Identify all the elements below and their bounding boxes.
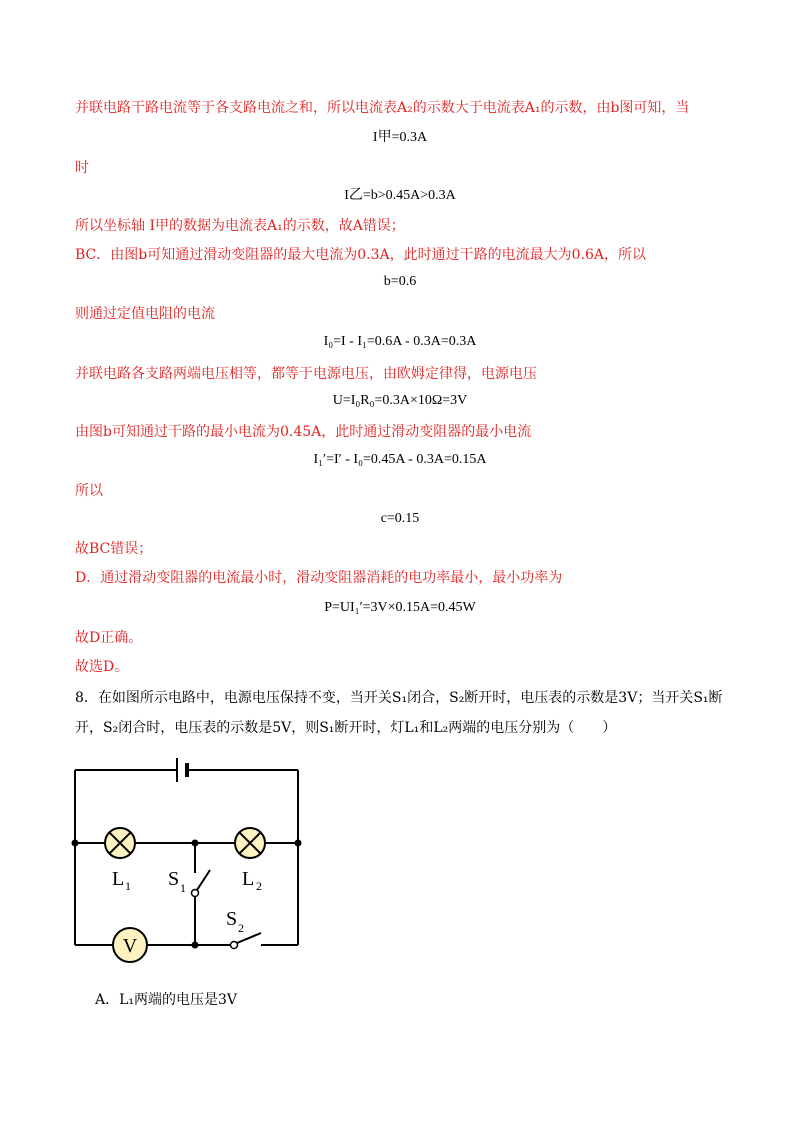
label-l1: L (112, 868, 125, 890)
voltmeter-label: V (122, 935, 138, 957)
switch-s2-icon (231, 933, 262, 949)
solution-line: 所以 (75, 483, 103, 499)
label-s2-sub: 2 (238, 921, 244, 935)
junction-dot (295, 840, 302, 847)
equation: P=UI₁′=3V×0.15A=0.45W (324, 600, 476, 615)
equation: U=I₀R₀=0.3A×10Ω=3V (332, 393, 468, 408)
junction-dot (72, 840, 79, 847)
solution-line: 并联电路干路电流等于各支路电流之和，所以电流表A₂的示数大于电流表A₁的示数，由b图可知，当 (75, 100, 690, 116)
label-s1-sub: 1 (180, 881, 186, 895)
junction-dot (192, 840, 199, 847)
voltmeter-icon (113, 928, 147, 962)
lamp-l1-icon (105, 828, 135, 858)
battery-icon (177, 758, 187, 782)
label-l2-sub: 2 (256, 879, 262, 893)
option-a: A．L₁两端的电压是3V (95, 992, 238, 1008)
solution-line: BC．由图b可知通过滑动变阻器的最大电流为0.3A，此时通过干路的电流最大为0.6A，所以 (75, 247, 646, 263)
solution-line: 故BC错误； (75, 541, 153, 557)
switch-s1-icon (192, 870, 211, 897)
solution-line: 由图b可知通过干路的最小电流为0.45A，此时通过滑动变阻器的最小电流 (75, 424, 532, 440)
circuit-diagram (70, 755, 310, 975)
solution-line: 故D正确。 (75, 630, 143, 646)
solution-line: D．通过滑动变阻器的电流最小时，滑动变阻器消耗的电功率最小，最小功率为 (75, 570, 563, 586)
label-s1: S (168, 868, 180, 890)
equation: b=0.6 (383, 274, 417, 289)
equation: I乙=b>0.45A>0.3A (344, 188, 456, 203)
question-text: 开，S₂闭合时，电压表的示数是5V，则S₁断开时，灯L₁和L₂两端的电压分别为（ ） (75, 720, 617, 736)
equation: I₁′=I′ - I₀=0.45A - 0.3A=0.15A (313, 452, 487, 467)
solution-line: 时 (75, 160, 89, 176)
solution-line: 所以坐标轴 I甲的数据为电流表A₁的示数，故A错误； (75, 218, 405, 234)
label-l1-sub: 1 (125, 879, 131, 893)
lamp-l2-icon (235, 828, 265, 858)
equation: c=0.15 (380, 511, 420, 526)
equation: I₀=I - I₁=0.6A - 0.3A=0.3A (323, 334, 477, 349)
junction-dot (192, 942, 199, 949)
solution-line: 并联电路各支路两端电压相等，都等于电源电压，由欧姆定律得，电源电压 (75, 366, 537, 382)
label-s2: S (226, 908, 238, 930)
equation: I甲=0.3A (372, 130, 428, 145)
solution-line: 则通过定值电阻的电流 (75, 306, 215, 322)
solution-line: 故选D。 (75, 659, 129, 675)
label-l2: L (242, 868, 255, 890)
question-text: 8．在如图所示电路中，电源电压保持不变，当开关S₁闭合，S₂断开时，电压表的示数是3V；当开关S₁断 (75, 690, 723, 706)
